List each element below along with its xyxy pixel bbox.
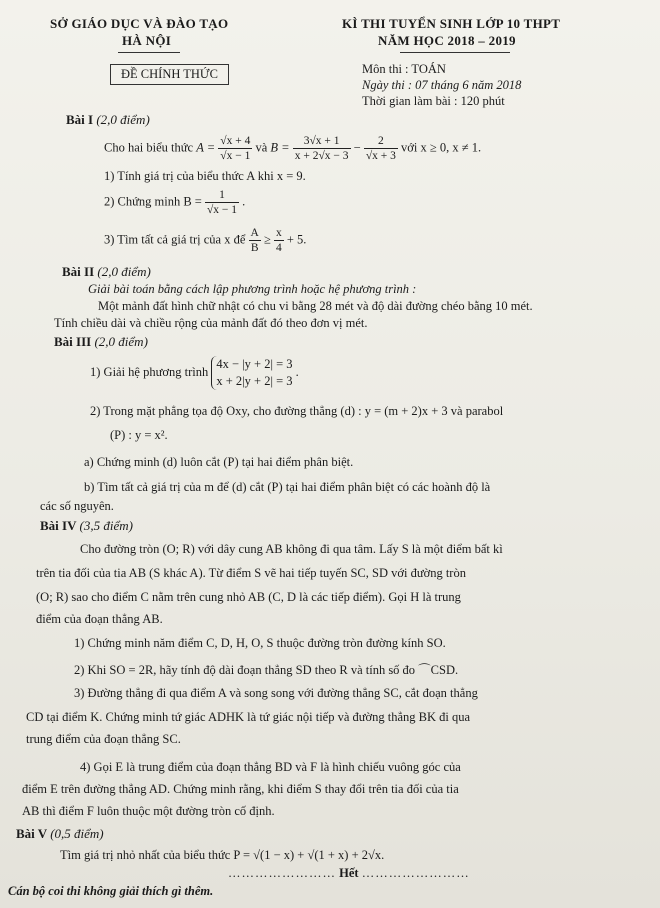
bai-4-question-4-line-1: 4) Gọi E là trung điểm của đoạn thẳng BD và F là hình chiếu vuông góc của <box>80 760 461 774</box>
bai-4-intro-3: (O; R) sao cho điểm C nằm trên cung nhỏ AB (C, D là các tiếp điểm). Gọi H là trung <box>36 590 461 604</box>
bai-2-title: Bài II <box>62 264 95 279</box>
bai-3-points: (2,0 điểm) <box>94 334 148 349</box>
bai-3-question-a: a) Chứng minh (d) luôn cắt (P) tại hai điểm phân biệt. <box>84 455 354 469</box>
exam-date: Ngày thi : 07 tháng 6 năm 2018 <box>362 78 522 92</box>
bai-2-line-2: Tính chiều dài và chiều rộng của mảnh đất đó theo đơn vị mét. <box>54 316 368 330</box>
end-line <box>228 866 470 881</box>
bai-5-text: Tìm giá trị nhỏ nhất của biểu thức P = √(1 − x) + √(1 + x) + 2√x. <box>60 848 385 862</box>
bai-3-question-b-line-2: các số nguyên. <box>40 499 114 513</box>
bai-1-title: Bài I <box>66 112 94 127</box>
and-word: và <box>255 140 268 155</box>
header-rule-left <box>118 52 180 53</box>
bai-5-title: Bài V <box>16 826 47 841</box>
bai-1-points: (2,0 điểm) <box>96 112 150 127</box>
bai-4-title: Bài IV <box>40 518 77 533</box>
bai-4-intro-1: Cho đường tròn (O; R) với dây cung AB không đi qua tâm. Lấy S là một điểm bất kì <box>80 542 503 556</box>
bai-1-intro <box>104 134 481 163</box>
q2-fraction: $\frac{1}{√x - 1}$ <box>206 189 238 216</box>
expr-a-lhs: A = <box>196 140 216 155</box>
exam-duration: Thời gian làm bài : 120 phút <box>362 94 505 108</box>
domain-condition: với x ≥ 0, x ≠ 1. <box>401 140 482 155</box>
bai-3-heading <box>54 334 148 350</box>
bai-3-question-2-line-2: (P) : y = x². <box>110 428 168 442</box>
expr-a-fraction: $\frac{√x + 4}{√x - 1}$ <box>220 135 251 162</box>
bai-2-heading <box>62 264 151 280</box>
q3-fraction-1: $\frac{A}{B}$ <box>250 227 259 254</box>
proctor-note: Cán bộ coi thi không giải thích gì thêm. <box>8 884 214 898</box>
expr-b-fraction-2: $\frac{2}{√x + 3}$ <box>365 135 396 162</box>
dept-line-1: SỞ GIÁO DỤC VÀ ĐÀO TẠO <box>50 16 229 31</box>
expr-b-fraction-1: $\frac{3√x + 1}{x + 2√x - 3}$ <box>294 135 349 162</box>
bai-1-intro-pre: Cho hai biểu thức <box>104 140 194 155</box>
bai-4-question-3-line-1: 3) Đường thẳng đi qua điểm A và song song với đường thẳng SC, cắt đoạn thẳng <box>74 686 478 700</box>
bai-4-intro-2: trên tia đối của tia AB (S khác A). Từ điểm S vẽ hai tiếp tuyến SC, SD với đường tròn <box>36 566 466 580</box>
minus-sign: − <box>353 140 361 155</box>
bai-4-question-3-line-3: trung điểm của đoạn thẳng SC. <box>26 732 181 746</box>
expr-b-lhs: B = <box>270 140 290 155</box>
bai-5-points: (0,5 điểm) <box>50 826 104 841</box>
bai-4-question-1: 1) Chứng minh năm điểm C, D, H, O, S thuộc đường tròn đường kính SO. <box>74 636 446 650</box>
bai-1-question-3: 3) Tìm tất cả giá trị của x để $\frac{A}{B}$ ≥ $\frac{x}{4}$ + 5. <box>104 227 307 254</box>
bai-4-question-4-line-2: điểm E trên đường thẳng AD. Chứng minh rằng, khi điểm S thay đổi trên tia đối của tia <box>22 782 459 796</box>
q3-fraction-2: $\frac{x}{4}$ <box>275 227 282 254</box>
bai-2-points: (2,0 điểm) <box>97 264 151 279</box>
bai-4-heading <box>40 518 133 534</box>
header-rule-right <box>400 52 510 53</box>
bai-4-intro-4: điểm của đoạn thẳng AB. <box>36 612 163 626</box>
exam-title-line-2: NĂM HỌC 2018 – 2019 <box>378 33 516 48</box>
bai-3-question-2-line-1: 2) Trong mặt phẳng tọa độ Oxy, cho đường thẳng (d) : y = (m + 2)x + 3 và parabol <box>90 404 504 418</box>
bai-3-question-b-line-1: b) Tìm tất cả giá trị của m để (d) cắt (P) tại hai điểm phân biệt có các hoành độ là <box>84 480 491 494</box>
bai-4-question-3-line-2: CD tại điểm K. Chứng minh tứ giác ADHK là tứ giác nội tiếp và đường thẳng BK đi qua <box>26 710 471 724</box>
bai-4-question-4-line-3: AB thì điểm F luôn thuộc một đường tròn cố định. <box>22 804 275 818</box>
bai-3-question-1: 1) Giải hệ phương trình 4x − |y + 2| = 3 x + 2|y + 2| = 3 . <box>90 357 299 388</box>
bai-4-points: (3,5 điểm) <box>79 518 133 533</box>
bai-1-question-2: 2) Chứng minh B = $\frac{1}{√x - 1}$ . <box>104 189 246 216</box>
bai-1-heading <box>66 112 150 128</box>
bai-2-line-1: Một mảnh đất hình chữ nhật có chu vi bằng 28 mét và độ dài đường chéo bằng 10 mét. <box>98 299 533 313</box>
equation-system: 4x − |y + 2| = 3 x + 2|y + 2| = 3 <box>211 356 292 390</box>
bai-4-question-2: 2) Khi SO = 2R, hãy tính độ dài đoạn thẳng SD theo R và tính số đo ⌒CSD. <box>74 663 459 677</box>
end-word: Hết <box>339 866 359 880</box>
bai-5-heading <box>16 826 104 842</box>
official-label-box: ĐỀ CHÍNH THỨC <box>110 64 229 85</box>
bai-2-instruction: Giải bài toán bằng cách lập phương trình hoặc hệ phương trình : <box>88 282 417 296</box>
end-dots-right: …………………… <box>361 866 470 880</box>
exam-title-line-1: KÌ THI TUYỂN SINH LỚP 10 THPT <box>342 16 561 31</box>
bai-1-question-1: 1) Tính giá trị của biểu thức A khi x = 9. <box>104 169 306 183</box>
subject: Môn thi : TOÁN <box>362 62 446 76</box>
end-dots-left: …………………… <box>228 866 336 880</box>
bai-3-title: Bài III <box>54 334 92 349</box>
dept-line-2: HÀ NỘI <box>122 33 172 48</box>
